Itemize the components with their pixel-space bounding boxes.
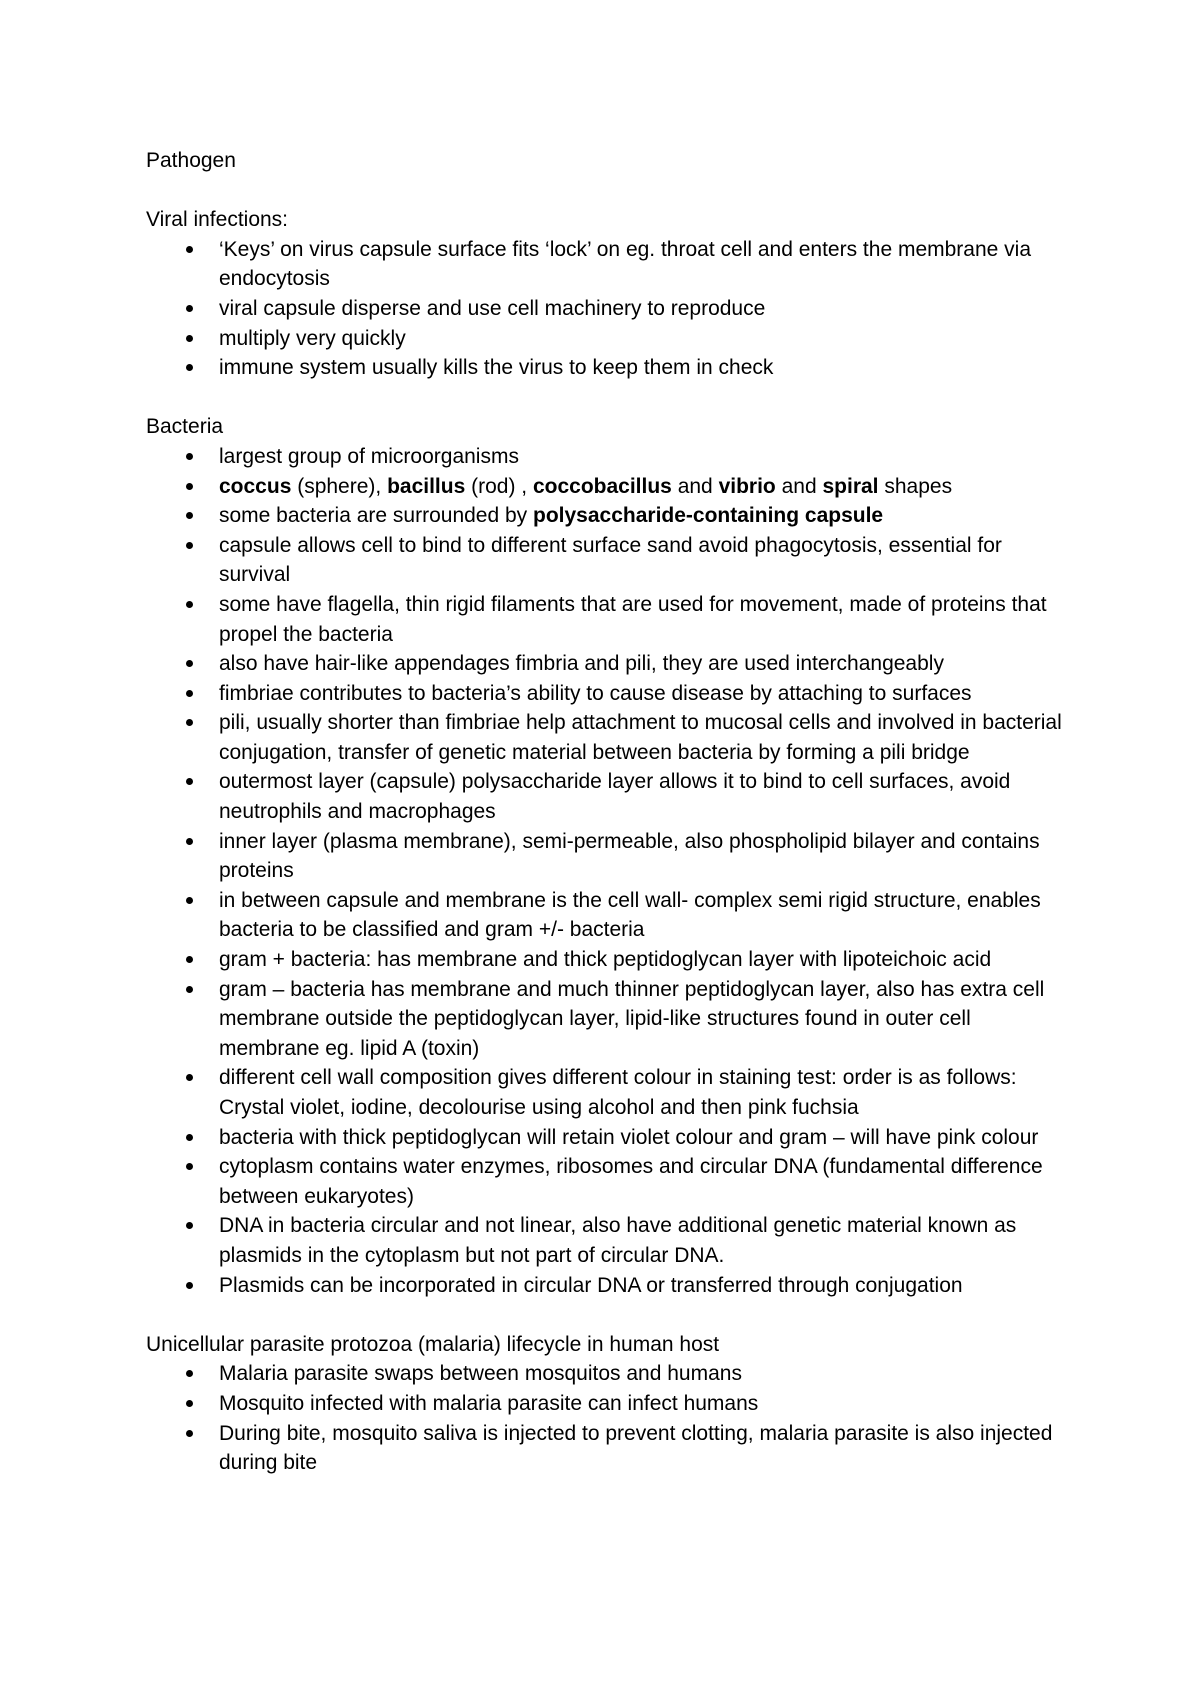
text-run: and	[671, 474, 719, 498]
text-run: (rod) ,	[465, 474, 533, 498]
list-item: ‘Keys’ on virus capsule surface fits ‘lock’ on eg. throat cell and enters the membrane via endocytosis	[146, 235, 1076, 294]
list-item: multiply very quickly	[146, 324, 1076, 354]
list-item: also have hair-like appendages fimbria and pili, they are used interchangeably	[146, 649, 1076, 679]
protozoa-section	[146, 1330, 1076, 1478]
bacteria-section	[146, 412, 1076, 1300]
list-item: capsule allows cell to bind to different surface sand avoid phagocytosis, essential for survival	[146, 531, 1076, 590]
bold-term: bacillus	[387, 474, 466, 498]
protozoa-list	[146, 1359, 1076, 1477]
page-title: Pathogen	[146, 149, 236, 172]
list-item: largest group of microorganisms	[146, 442, 1076, 472]
list-item: pili, usually shorter than fimbriae help attachment to mucosal cells and involved in bacterial conjugation, transfer of genetic material between bacteria by forming a pili bridge	[146, 708, 1076, 767]
list-item: gram – bacteria has membrane and much thinner peptidoglycan layer, also has extra cell membrane outside the peptidoglycan layer, lipid-like structures found in outer cell membrane eg. lipid A (toxin)	[146, 975, 1076, 1064]
list-item-capsule	[146, 501, 1076, 531]
viral-list	[146, 235, 1076, 383]
bold-term: coccobacillus	[532, 474, 672, 498]
bold-term: polysaccharide-containing capsule	[533, 504, 884, 528]
document-page	[146, 146, 1076, 1478]
title-section	[146, 146, 1076, 176]
viral-section	[146, 205, 1076, 383]
viral-heading: Viral infections:	[146, 208, 289, 232]
list-item: Plasmids can be incorporated in circular DNA or transferred through conjugation	[146, 1271, 1076, 1301]
bold-term: spiral	[822, 474, 879, 498]
list-item: some have flagella, thin rigid filaments that are used for movement, made of proteins that propel the bacteria	[146, 590, 1076, 649]
list-item: Malaria parasite swaps between mosquitos and humans	[146, 1359, 1076, 1389]
list-item: fimbriae contributes to bacteria’s ability to cause disease by attaching to surfaces	[146, 679, 1076, 709]
text-run: some bacteria are surrounded by	[219, 504, 534, 528]
list-item: cytoplasm contains water enzymes, ribosomes and circular DNA (fundamental difference between eukaryotes)	[146, 1152, 1076, 1211]
bacteria-list	[146, 442, 1076, 1300]
list-item: During bite, mosquito saliva is injected to prevent clotting, malaria parasite is also injected during bite	[146, 1419, 1076, 1478]
list-item: Mosquito infected with malaria parasite can infect humans	[146, 1389, 1076, 1419]
protozoa-heading: Unicellular parasite protozoa (malaria) lifecycle in human host	[146, 1332, 720, 1356]
list-item: outermost layer (capsule) polysaccharide layer allows it to bind to cell surfaces, avoid neutrophils and macrophages	[146, 767, 1076, 826]
list-item: viral capsule disperse and use cell machinery to reproduce	[146, 294, 1076, 324]
list-item: in between capsule and membrane is the cell wall- complex semi rigid structure, enables bacteria to be classified and gram +/- bacteria	[146, 886, 1076, 945]
text-run: (sphere),	[291, 474, 388, 498]
list-item: inner layer (plasma membrane), semi-permeable, also phospholipid bilayer and contains proteins	[146, 827, 1076, 886]
bold-term: coccus	[219, 474, 292, 498]
list-item: bacteria with thick peptidoglycan will retain violet colour and gram – will have pink colour	[146, 1123, 1076, 1153]
bacteria-heading: Bacteria	[146, 415, 224, 439]
bold-term: vibrio	[718, 474, 776, 498]
text-run: shapes	[878, 474, 953, 498]
list-item: DNA in bacteria circular and not linear, also have additional genetic material known as plasmids in the cytoplasm but not part of circular DNA.	[146, 1211, 1076, 1270]
list-item: different cell wall composition gives different colour in staining test: order is as follows: Crystal violet, iodine, decolourise using alcohol and then pink fuchsia	[146, 1063, 1076, 1122]
list-item: immune system usually kills the virus to keep them in check	[146, 353, 1076, 383]
list-item-shapes	[146, 472, 1076, 502]
list-item: gram + bacteria: has membrane and thick peptidoglycan layer with lipoteichoic acid	[146, 945, 1076, 975]
text-run: and	[775, 474, 823, 498]
